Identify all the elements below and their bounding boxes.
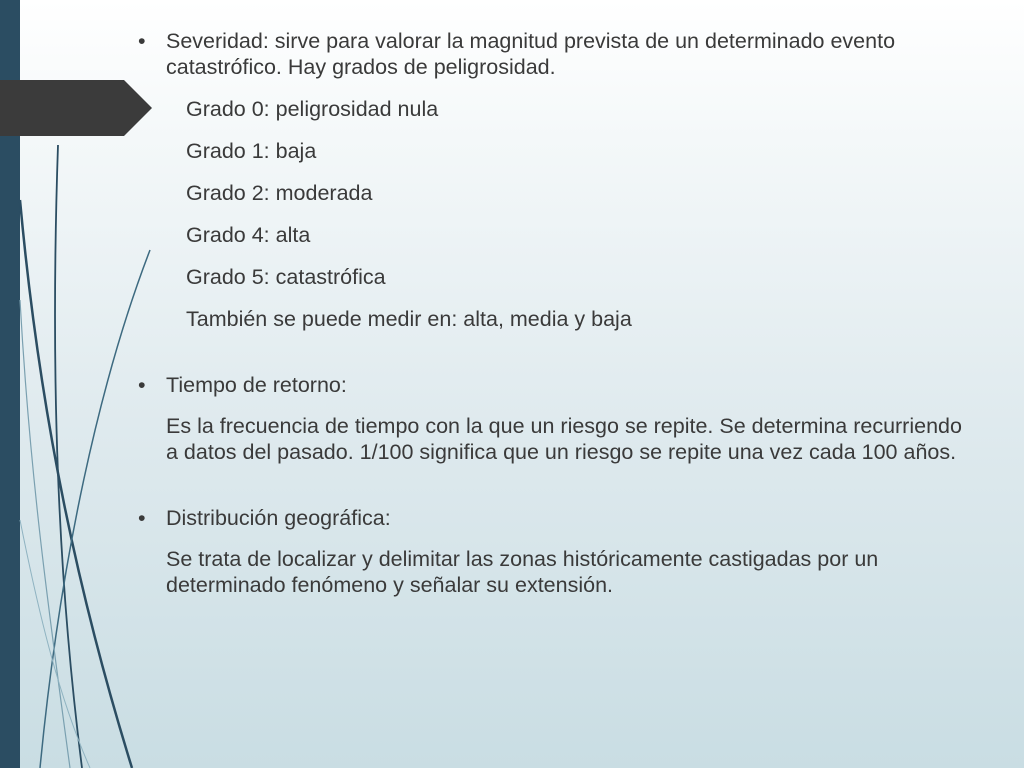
section-body: Se trata de localizar y delimitar las zonas históricamente castigadas por un determinado fenómeno y señalar su extensión. [166,547,879,597]
decor-curve-2 [55,145,82,768]
list-item: Grado 4: alta [186,223,311,247]
section-heading: Tiempo de retorno: [166,373,347,397]
decor-curve-1 [20,200,132,768]
title-tab-shape [0,80,152,136]
section-heading: Distribución geográfica: [166,506,391,530]
section-body: Es la frecuencia de tiempo con la que un riesgo se repite. Se determina recurriendo a datos del pasado. 1/100 significa que un riesgo se repite una vez cada 100 años. [166,414,962,464]
section-distribucion [138,505,968,531]
section-tiempo-retorno [138,372,968,398]
slide-content [138,28,968,598]
list-item: También se puede medir en: alta, media y baja [186,307,632,331]
list-item: Grado 2: moderada [186,181,373,205]
bullet-marker: • [138,506,146,530]
list-item: Grado 1: baja [186,139,317,163]
list-item: Grado 5: catastrófica [186,265,386,289]
decor-curve-3 [40,250,150,768]
section-severidad [138,28,968,80]
bullet-marker: • [138,29,146,53]
list-item: Grado 0: peligrosidad nula [186,97,439,121]
section-heading: Severidad: sirve para valorar la magnitud prevista de un determinado evento catastrófico. Hay grados de peligrosidad. [166,29,896,79]
decor-curve-4 [20,300,70,768]
bullet-marker: • [138,373,146,397]
